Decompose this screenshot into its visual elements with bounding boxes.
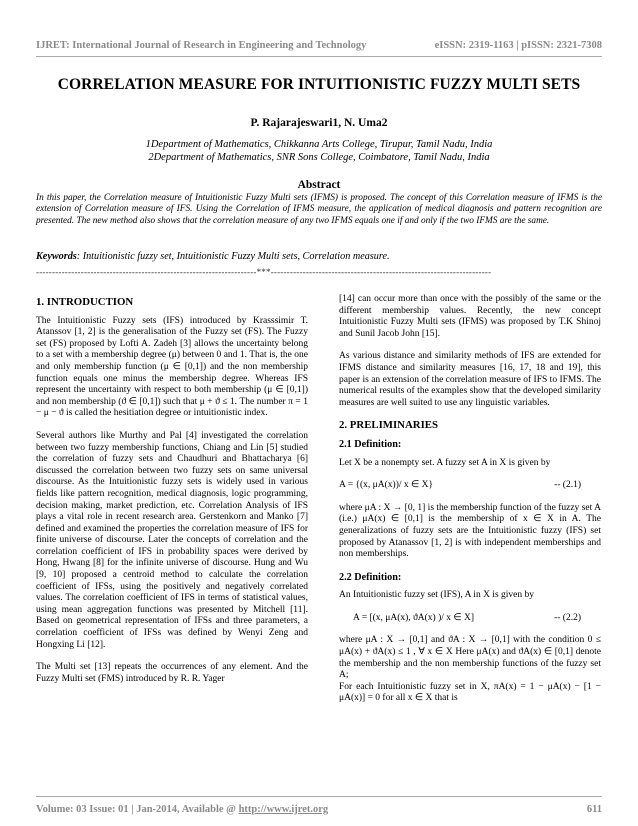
definition-2-2-text: An Intuitionistic fuzzy set (IFS), A in X is given by — [339, 590, 535, 601]
intro-paragraph-2: Several authors like Murthy and Pal [4] investigated the correlation between two fuzzy membership functions, Chiang and Lin [5] studied the correlation of fuzzy sets and Chaudhuri and Bhattacharya [6] discussed the correlation between two fuzzy sets on same universal discourse. As the Intuitionistic fuzzy sets is widely used in various fields like pattern recognition, medical diagnosis, logic programming, decision making, market prediction, etc. Correlation Analysis of IFS plays a vital role in recent research area. Gerstenkorn and Manko [7] defined and examined the properties the correlation measure of IFS for finite universe of discourse. Later the concepts of correlation and the correlation coefficient of IFS in probability spaces were derived by Hong, Hwang [8] for the infinite universe of discourse. Hung and Wu [9, 10] proposed a centroid method to calculate the correlation coefficient of IFSs, using the positively and negatively correlated values. The correlation coefficient of IFS in terms of statistical values, using mean aggregation functions was presented by Mitchell [11]. Based on geometrical representation of IFSs and three parameters, a correlation coefficient of IFSs was defined by Wenyi Zeng and Hongxing Li [12]. — [36, 430, 308, 650]
paper-title: CORRELATION MEASURE FOR INTUITIONISTIC FUZZY MULTI SETS — [57, 76, 581, 93]
intro-paragraph-5: As various distance and similarity methods of IFS are extended for IFMS distance and similarity measures [16, 17, 18 and 19], this paper is an extension of the correlation measure of IFS to IFMS. The numerical results of the examples show that the developed similarity measures are well suited to use any linguistic variables. — [339, 351, 601, 408]
running-footer — [36, 804, 602, 815]
definition-2-2-heading: 2.2 Definition: — [339, 571, 402, 583]
equation-2-2-label: -- (2.2) — [554, 612, 581, 623]
equation-2-2 — [339, 613, 601, 625]
equation-2-2-body: A = [(x, μA(x), ϑA(x) )/ x ∈ X] — [353, 612, 475, 623]
section-1-heading: 1. INTRODUCTION — [36, 296, 134, 308]
definition-2-1-explanation: where μA : X → [0, 1] is the membership function of the fuzzy set A (i.e.) μA(x) ∈ [0,1] is the membership of x ∈ X in A. The generalizations of fuzzy sets are the Intuitionistic fuzzy (IFS) set proposed by Atanassov [1, 2] is with independent memberships and non memberships. — [339, 502, 601, 560]
running-header — [36, 40, 602, 51]
abstract-heading: Abstract — [297, 179, 341, 191]
section-2-heading: 2. PRELIMINARIES — [339, 419, 438, 432]
affiliation-2: 2Department of Mathematics, SNR Sons College, Coimbatore, Tamil Nadu, India — [148, 152, 490, 163]
authors: P. Rajarajeswari1, N. Uma2 — [250, 117, 388, 129]
equation-2-1 — [339, 480, 601, 492]
intro-paragraph-4: [14] can occur more than once with the possibly of the same or the different membership values. Recently, the new concept Intuitionistic Fuzzy Multi sets (IFMS) was proposed by T.K Shinoj and Sunil Jacob John [15]. — [339, 294, 601, 339]
right-column — [339, 294, 601, 716]
header-rule — [36, 56, 602, 57]
page-number: 611 — [586, 804, 602, 815]
left-column — [36, 294, 308, 696]
intro-paragraph-1: The Intuitionistic Fuzzy sets (IFS) introduced by Krasssimir T. Atanssov [1, 2] is the generalisation of the Fuzzy set (FS). The Fuzzy set (FS) proposed by Lofti A. Zadeh [3] allows the uncertainty belong to a set with a membership degree (μ) between 0 and 1. That is, the one and only membership function (μ ∈ [0,1]) and the non membership function equals one minus the membership degree. Whereas IFS represent the uncertainty with respect to both membership (μ ∈ [0,1]) and non membership (ϑ ∈ [0,1]) such that μ + ϑ ≤ 1. The number π = 1 − μ − ϑ is called the hesitiation degree or intuitionistic index. — [36, 315, 308, 419]
journal-name: IJRET: International Journal of Research in Engineering and Technology — [36, 40, 367, 51]
issn: eISSN: 2319-1163 | pISSN: 2321-7308 — [434, 40, 602, 51]
keywords-label: Keywords — [36, 251, 77, 262]
volume-info — [36, 804, 328, 815]
definition-2-1-heading: 2.1 Definition: — [339, 438, 402, 450]
volume-text: Volume: 03 Issue: 01 | Jan-2014, Available @ — [36, 804, 239, 815]
separator: ---------------------------------------------------------------------***--------------------------------------------------------------------- — [36, 267, 492, 277]
keywords — [36, 251, 602, 262]
footer-rule — [36, 796, 602, 797]
definition-2-2-explanation: where μA : X → [0,1] and ϑA : X → [0,1] with the condition 0 ≤ μA(x) + ϑA(x) ≤ 1 , ∀ x ∈ X Here μA(x) and ϑA(x) ∈ [0,1] denote the membership and the non membership functions of the fuzzy set A; — [339, 635, 601, 681]
intro-paragraph-3: The Multi set [13] repeats the occurrences of any element. And the Fuzzy Multi set (FMS) introduced by R. R. Yager — [36, 662, 308, 684]
keywords-text: : Intuitionistic fuzzy set, Intuitionistic Fuzzy Multi sets, Correlation measure. — [76, 251, 390, 262]
equation-2-1-label: -- (2.1) — [554, 480, 581, 491]
definition-2-1-text: Let X be a nonempty set. A fuzzy set A in X is given by — [339, 457, 551, 468]
journal-url-link[interactable]: http://www.ijret.org — [238, 804, 329, 815]
equation-2-1-body: A = {(x, μA(x))/ x ∈ X} — [339, 480, 434, 491]
definition-2-2-last: For each Intuitionistic fuzzy set in X, πA(x) = 1 − μA(x) − [1 − μA(x)] = 0 for all x ∈ X that is — [339, 681, 601, 704]
abstract-text: In this paper, the Correlation measure of Intuitionistic Fuzzy Multi sets (IFMS) is proposed. The concept of this Correlation measure of IFMS is the extension of Correlation measure of IFS. Using the Correlation of IFMS measure, the application of medical diagnosis and pattern recognition are presented. The new method also shows that the correlation measure of any two IFMS equals one if and only if the two IFMS are the same. — [36, 193, 602, 226]
affiliation-1: 1Department of Mathematics, Chikkanna Arts College, Tirupur, Tamil Nadu, India — [145, 139, 493, 150]
